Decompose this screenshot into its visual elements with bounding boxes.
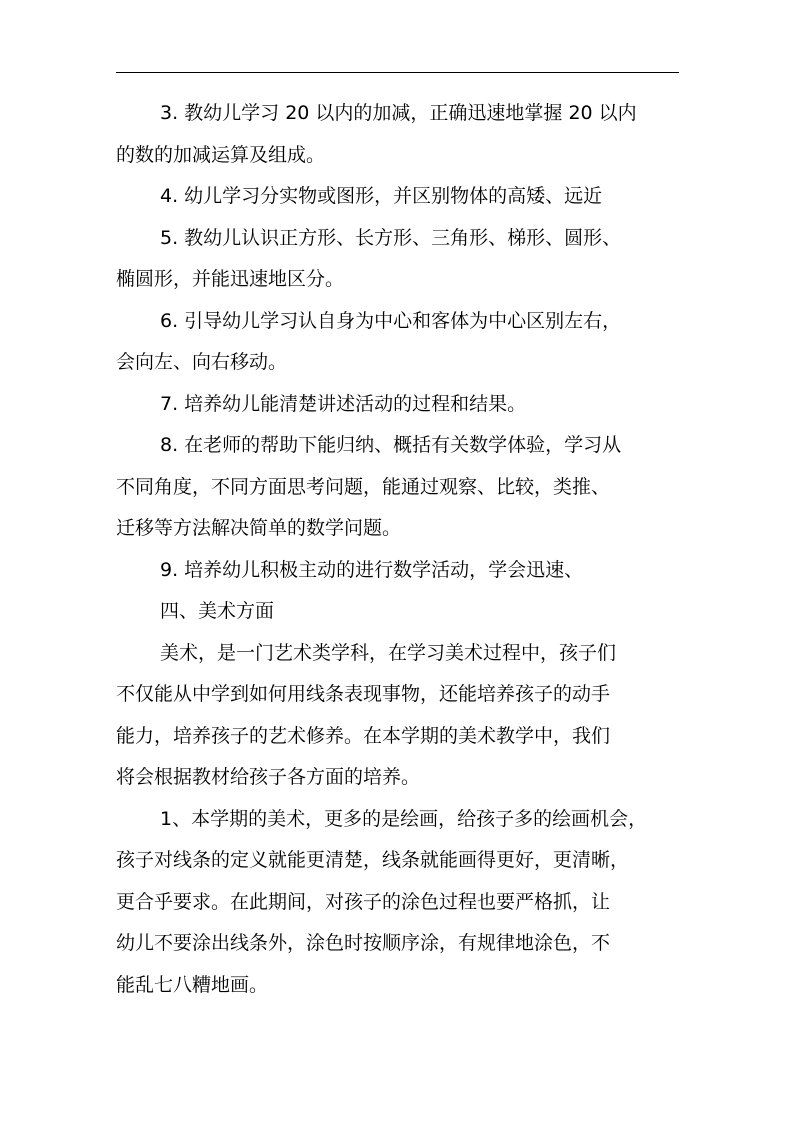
paragraph-line: 8. 在老师的帮助下能归纳、概括有关数学体验，学习从 bbox=[160, 434, 622, 456]
paragraph-line: 将会根据教材给孩子各方面的培养。 bbox=[116, 766, 421, 788]
paragraph-line: 孩子对线条的定义就能更清楚，线条就能画得更好，更清晰， bbox=[116, 849, 630, 871]
paragraph-line: 能力，培养孩子的艺术修养。在本学期的美术教学中，我们 bbox=[116, 725, 611, 747]
section-heading: 四、美术方面 bbox=[160, 600, 275, 622]
header-rule bbox=[116, 72, 679, 73]
paragraph-line: 更合乎要求。在此期间，对孩子的涂色过程也要严格抓，让 bbox=[116, 891, 611, 913]
paragraph-line: 6. 引导幼儿学习认自身为中心和客体为中心区别左右， bbox=[160, 310, 622, 332]
paragraph-line: 不同角度，不同方面思考问题，能通过观察、比较，类推、 bbox=[116, 476, 611, 498]
paragraph-line: 美术，是一门艺术类学科，在学习美术过程中，孩子们 bbox=[160, 642, 617, 664]
paragraph-line: 1、本学期的美术，更多的是绘画，给孩子多的绘画机会， bbox=[160, 808, 648, 830]
paragraph-line: 迁移等方法解决简单的数学问题。 bbox=[116, 517, 402, 539]
paragraph-line: 4. 幼儿学习分实物或图形，并区别物体的高矮、远近 bbox=[160, 185, 603, 207]
paragraph-line: 的数的加减运算及组成。 bbox=[116, 144, 326, 166]
paragraph-line: 5. 教幼儿认识正方形、长方形、三角形、梯形、圆形、 bbox=[160, 227, 622, 249]
paragraph-line: 9. 培养幼儿积极主动的进行数学活动，学会迅速、 bbox=[160, 559, 584, 581]
paragraph-line: 椭圆形，并能迅速地区分。 bbox=[116, 268, 345, 290]
paragraph-line: 能乱七八糟地画。 bbox=[116, 974, 269, 996]
paragraph-line: 幼儿不要涂出线条外，涂色时按顺序涂，有规律地涂色，不 bbox=[116, 932, 611, 954]
paragraph-line: 7. 培养幼儿能清楚讲述活动的过程和结果。 bbox=[160, 393, 527, 415]
paragraph-line: 不仅能从中学到如何用线条表现事物，还能培养孩子的动手 bbox=[116, 683, 611, 705]
paragraph-line: 会向左、向右移动。 bbox=[116, 351, 288, 373]
paragraph-line: 3. 教幼儿学习 20 以内的加减，正确迅速地掌握 20 以内 bbox=[160, 102, 637, 124]
